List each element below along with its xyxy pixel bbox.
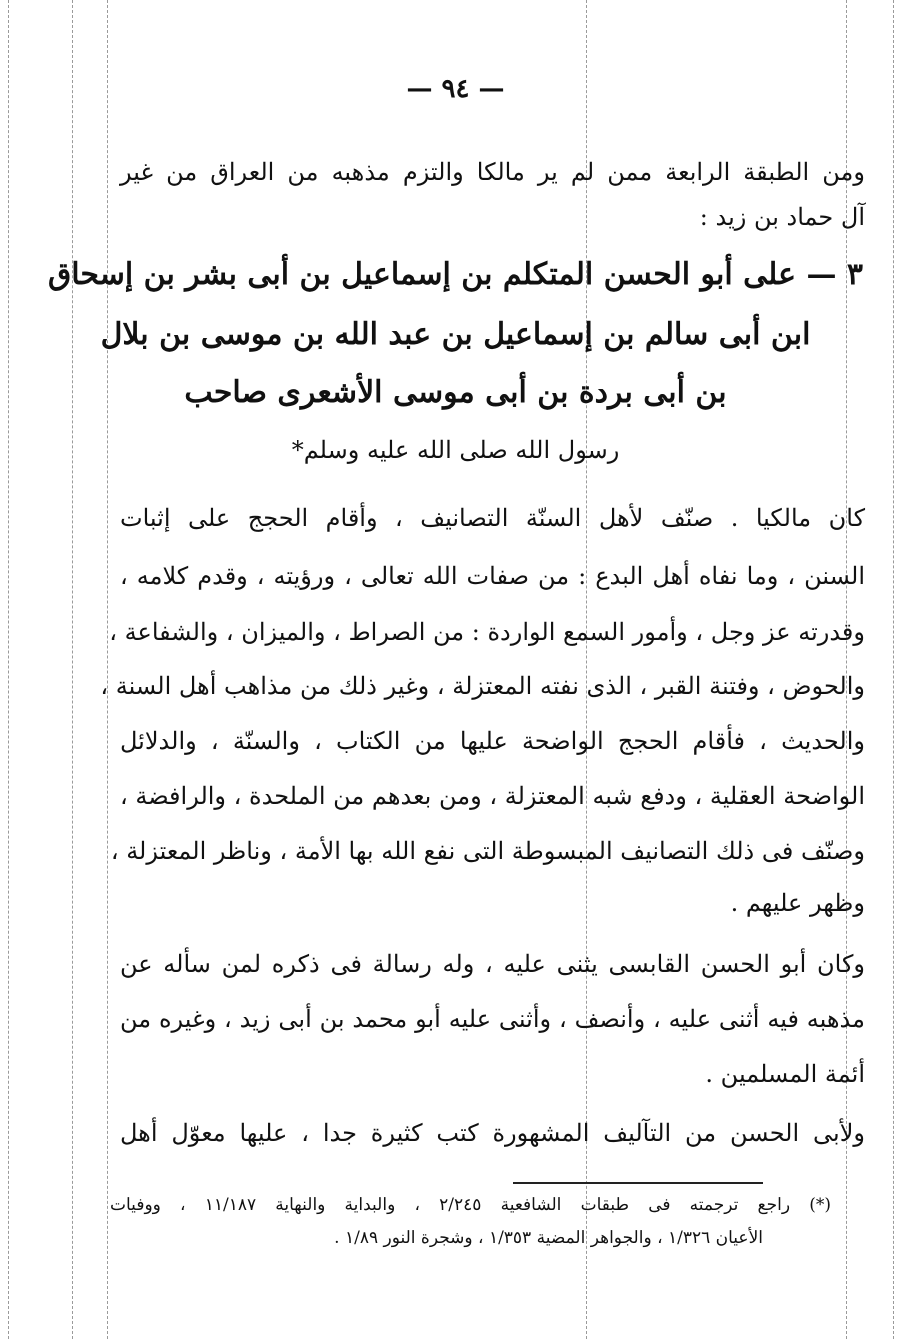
footnote-line: الأعيان ١/٣٢٦ ، والجواهر المضية ١/٣٥٣ ، وشجرة النور ١/٨٩ . <box>334 1228 763 1248</box>
footnote-separator <box>513 1182 763 1184</box>
biography-heading-line: رسول الله صلى الله عليه وسلم* <box>291 436 620 464</box>
paragraph-line: والحديث ، فأقام الحجج الواضحة عليها من الكتاب ، والسنّة ، والدلائل <box>120 727 865 755</box>
paragraph-line: وقدرته عز وجل ، وأمور السمع الواردة : من الصراط ، والميزان ، والشفاعة ، <box>109 618 865 646</box>
scan-guide-line <box>72 0 73 1339</box>
paragraph-line: ولأبى الحسن من التآليف المشهورة كتب كثيرة جدا ، عليها معوّل أهل <box>120 1119 865 1147</box>
paragraph-line: السنن ، وما نفاه أهل البدع : من صفات الله تعالى ، ورؤيته ، وقدم كلامه ، <box>120 562 865 590</box>
scan-guide-line <box>893 0 894 1339</box>
paragraph-line: وكان أبو الحسن القابسى يثنى عليه ، وله رسالة فى ذكره لمن سأله عن <box>120 950 865 978</box>
paragraph-line: الواضحة العقلية ، ودفع شبه المعتزلة ، ومن بعدهم من الملحدة ، والرافضة ، <box>120 782 865 810</box>
biography-heading-line: ابن أبى سالم بن إسماعيل بن عبد الله بن موسى بن بلال <box>100 317 811 352</box>
paragraph-line: وظهر عليهم . <box>730 889 865 917</box>
paragraph-line: وصنّف فى ذلك التصانيف المبسوطة التى نفع الله بها الأمة ، وناظر المعتزلة ، <box>110 837 865 865</box>
biography-heading-line: بن أبى بردة بن أبى موسى الأشعرى صاحب <box>184 375 727 410</box>
paragraph-line: والحوض ، وفتنة القبر ، الذى نفته المعتزلة ، وغير ذلك من مذاهب أهل السنة ، <box>100 672 865 700</box>
footnote-line: (*) راجع ترجمته فى طبقات الشافعية ٢/٢٤٥ ، والبداية والنهاية ١١/١٨٧ ، ووفيات <box>110 1195 831 1215</box>
scan-guide-line <box>8 0 9 1339</box>
paragraph-line: مذهبه فيه أثنى عليه ، وأنصف ، وأثنى عليه أبو محمد بن أبى زيد ، وغيره من <box>120 1005 865 1033</box>
page-number: — ٩٤ — <box>406 74 505 104</box>
paragraph-line: كان مالكيا . صنّف لأهل السنّة التصانيف ، وأقام الحجج على إثبات <box>120 504 865 532</box>
biography-heading-line: ٣ — على أبو الحسن المتكلم بن إسماعيل بن أبى بشر بن إسحاق <box>47 257 864 292</box>
paragraph-line: أئمة المسلمين . <box>705 1060 865 1088</box>
intro-line: ومن الطبقة الرابعة ممن لم ير مالكا والتزم مذهبه من العراق من غير <box>120 158 865 186</box>
intro-line: آل حماد بن زيد : <box>699 203 865 231</box>
scan-guide-line <box>107 0 108 1339</box>
